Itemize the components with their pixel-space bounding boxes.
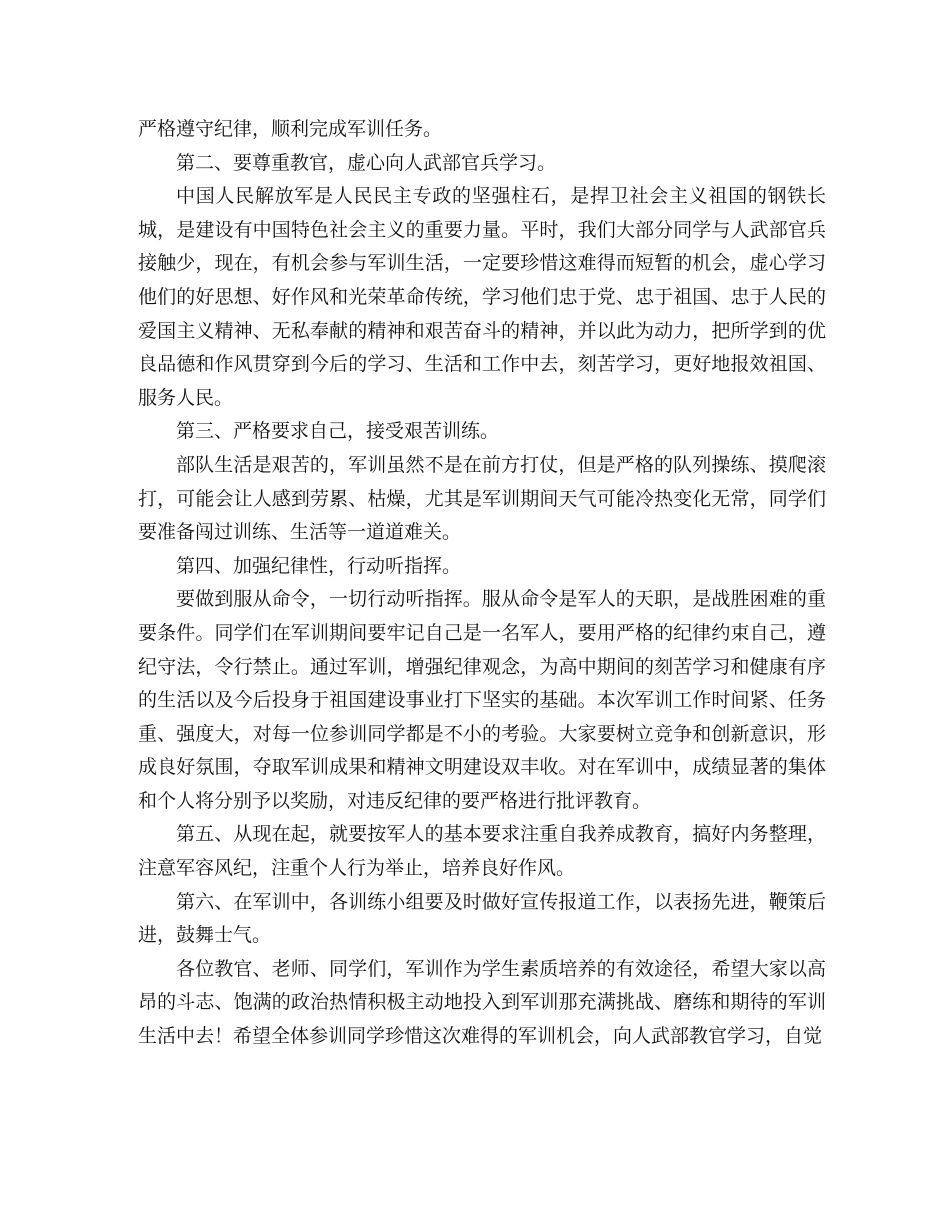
paragraph: 部队生活是艰苦的，军训虽然不是在前方打仗，但是严格的队列操练、摸爬滚打，可能会让人感到劳累、枯燥，尤其是军训期间天气可能冷热变化无常，同学们要准备闯过训练、生活等一道道难关。 bbox=[138, 453, 826, 544]
paragraph: 第六、在军训中，各训练小组要及时做好宣传报道工作，以表扬先进，鞭策后进，鼓舞士气。 bbox=[138, 890, 826, 947]
section-heading: 第三、严格要求自己，接受艰苦训练。 bbox=[176, 420, 500, 443]
document-page bbox=[138, 113, 826, 1054]
paragraph: 第五、从现在起，就要按军人的基本要求注重自我养成教育，搞好内务整理，注意军容风纪，注重个人行为举止，培养良好作风。 bbox=[138, 823, 826, 880]
paragraph: 严格遵守纪律，顺利完成军训任务。 bbox=[138, 118, 443, 140]
section-heading: 第四、加强纪律性，行动听指挥。 bbox=[176, 554, 462, 577]
section-heading: 第二、要尊重教官，虚心向人武部官兵学习。 bbox=[176, 151, 557, 174]
paragraph: 中国人民解放军是人民民主专政的坚强柱石，是捍卫社会主义祖国的钢铁长城，是建设有中国特色社会主义的重要力量。平时，我们大部分同学与人武部官兵接触少，现在，有机会参与军训生活，一定要珍惜这难得而短暂的机会，虚心学习他们的好思想、好作风和光荣革命传统，学习他们忠于党、忠于祖国、忠于人民的爱国主义精神、无私奉献的精神和艰苦奋斗的精神，并以此为动力，把所学到的优良品德和作风贯穿到今后的学习、生活和工作中去，刻苦学习，更好地报效祖国、服务人民。 bbox=[138, 185, 826, 409]
paragraph: 要做到服从命令，一切行动听指挥。服从命令是军人的天职，是战胜困难的重要条件。同学们在军训期间要牢记自己是一名军人，要用严格的纪律约束自己，遵纪守法，令行禁止。通过军训，增强纪律观念，为高中期间的刻苦学习和健康有序的生活以及今后投身于祖国建设事业打下坚实的基础。本次军训工作时间紧、任务重、强度大，对每一位参训同学都是不小的考验。大家要树立竞争和创新意识，形成良好氛围，夺取军训成果和精神文明建设双丰收。对在军训中，成绩显著的集体和个人将分别予以奖励，对违反纪律的要严格进行批评教育。 bbox=[138, 588, 826, 812]
paragraph: 各位教官、老师、同学们，军训作为学生素质培养的有效途径，希望大家以高昂的斗志、饱满的政治热情积极主动地投入到军训那充满挑战、磨练和期待的军训生活中去！希望全体参训同学珍惜这次难得的军训机会，向人武部教官学习，自觉 bbox=[138, 957, 826, 1048]
